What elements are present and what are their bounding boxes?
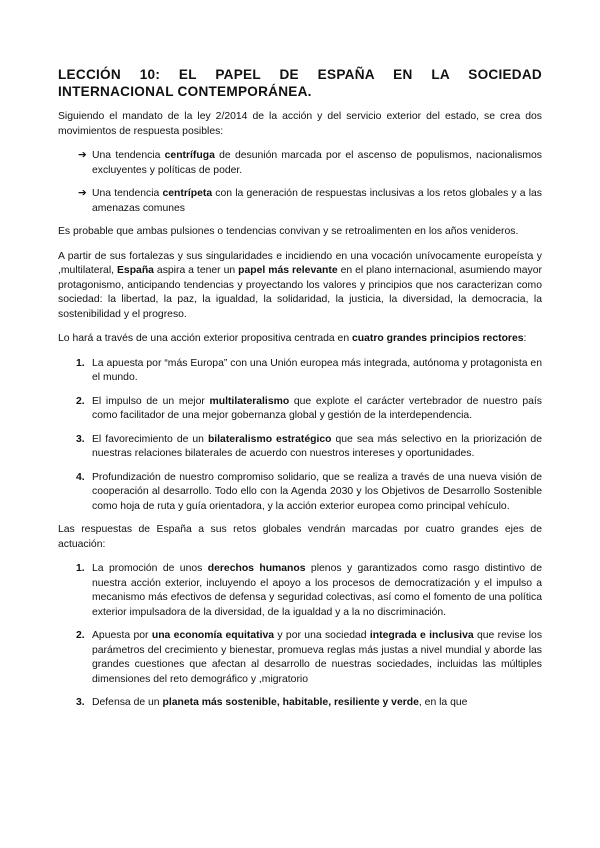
item-text: de desunión marcada por el ascenso de populismos, nacionalismos excluyentes y políticas de poder. xyxy=(92,150,542,176)
item-text: que sea más selectivo en la priorización de nuestras relaciones bilaterales de acuerdo con nuestros intereses y oportunidades. xyxy=(92,433,542,459)
item-bold: centrífuga xyxy=(164,150,215,161)
item-text: y por una sociedad xyxy=(274,630,370,641)
list-item xyxy=(58,696,542,711)
list-item xyxy=(58,562,542,620)
item-bold: derechos humanos xyxy=(207,563,306,574)
list-item xyxy=(58,357,542,386)
text: en el plano internacional, asumiendo mayor protagonismo, anticipando tendencias y proyectando los valores y principios que nos caracterizan como sociedad: la libertad, la paz, la igualdad, la solidaridad, la justicia, la diversidad, la democracia, la sostenibilidad y el progreso. xyxy=(58,265,542,320)
bold-text: papel más relevante xyxy=(238,265,338,276)
item-text: que revise los parámetros del crecimiento y bienestar, promueva reglas más justas a nivel mundial y aborde las grandes cuestiones que afectan al desarrollo de nuestras sociedades, incluidas las múltiples dimensiones del reto demográfico y ,migratorio xyxy=(92,630,543,685)
text: aspira a tener un xyxy=(153,265,239,276)
intro-paragraph: Siguiendo el mandato de la ley 2/2014 de la acción y del servicio exterior del estado, se crea dos movimientos de respuesta posibles: xyxy=(58,111,542,137)
list-item xyxy=(58,433,542,462)
list-item xyxy=(58,187,542,216)
fortalezas-paragraph xyxy=(58,250,542,323)
item-text: El impulso de un mejor xyxy=(92,395,210,407)
item-number: 3. xyxy=(76,433,85,445)
ejes-intro-paragraph: Las respuestas de España a sus retos globales vendrán marcadas por cuatro grandes ejes de actuación: xyxy=(58,524,542,550)
item-bold: una economía equitativa xyxy=(151,630,275,641)
principios-list xyxy=(58,357,542,515)
item-text: plenos y garantizados como rasgo distintivo de nuestra acción exterior, incluyendo el apoyo a los procesos de democratización y el impulso a mecanismo más efectivos de defensa y seguridad colectivas, así como el fomento de una política exterior impulsadora de la diversidad, de la igualdad y a la no discriminación. xyxy=(92,563,542,618)
item-bold: multilateralismo xyxy=(209,395,290,407)
item-text: que explote el carácter vertebrador de nuestro país como facilitador de una mejor gobernanza global y gestión de la interdependencia. xyxy=(92,395,542,421)
principios-intro-paragraph xyxy=(58,332,542,347)
tendencias-list xyxy=(58,149,542,216)
item-text: La apuesta por “más Europa” con una Unión europea más integrada, autónoma y protagonista en el mundo. xyxy=(92,357,542,383)
text: A partir de sus fortalezas y sus singularidades e incidiendo en una vocación unívocamente europeísta y ,multilateral, xyxy=(58,250,542,276)
list-item xyxy=(58,395,542,424)
list-item xyxy=(58,629,542,687)
bold-text: cuatro grandes principios rectores xyxy=(352,333,524,344)
text: : xyxy=(523,333,527,344)
item-text: Una tendencia xyxy=(92,150,165,161)
item-text: Apuesta por xyxy=(92,630,152,641)
item-bold: integrada e inclusiva xyxy=(369,630,474,641)
item-number: 3. xyxy=(76,697,85,708)
list-item xyxy=(58,149,542,178)
item-text: La promoción de unos xyxy=(92,563,208,574)
page-title: LECCIÓN 10: EL PAPEL DE ESPAÑA EN LA SOCIEDAD INTERNACIONAL CONTEMPORÁNEA. xyxy=(58,67,542,99)
bold-text: España xyxy=(116,265,154,276)
item-bold: centrípeta xyxy=(162,188,213,199)
item-text: Profundización de nuestro compromiso solidario, que se realiza a través de una nueva visión de cooperación al desarrollo. Todo ello con la Agenda 2030 y los Objetivos de Desarrollo Sostenible como hoja de ruta y guía orientadora, y la acción exterior europea como principal vehículo. xyxy=(92,471,542,512)
item-text: , en la que xyxy=(418,697,468,708)
list-item xyxy=(58,471,542,515)
item-bold: planeta más sostenible, habitable, resiliente y verde xyxy=(162,697,419,708)
item-bold: bilateralismo estratégico xyxy=(207,433,332,445)
item-text: con la generación de respuestas inclusivas a los retos globales y a las amenazas comunes xyxy=(92,188,542,214)
ejes-list xyxy=(58,562,542,711)
item-number: 1. xyxy=(76,357,85,369)
item-text: Defensa de un xyxy=(92,697,163,708)
arrow-icon: ➔ xyxy=(78,188,87,199)
item-number: 1. xyxy=(76,563,85,574)
item-number: 2. xyxy=(76,630,85,641)
arrow-icon: ➔ xyxy=(78,150,87,161)
item-text: Una tendencia xyxy=(92,188,163,199)
probable-paragraph: Es probable que ambas pulsiones o tendencias convivan y se retroalimenten en los años venideros. xyxy=(58,226,519,237)
item-text: El favorecimiento de un xyxy=(92,433,208,445)
item-number: 4. xyxy=(76,471,85,483)
item-number: 2. xyxy=(76,395,85,407)
text: Lo hará a través de una acción exterior propositiva centrada en xyxy=(58,333,353,344)
